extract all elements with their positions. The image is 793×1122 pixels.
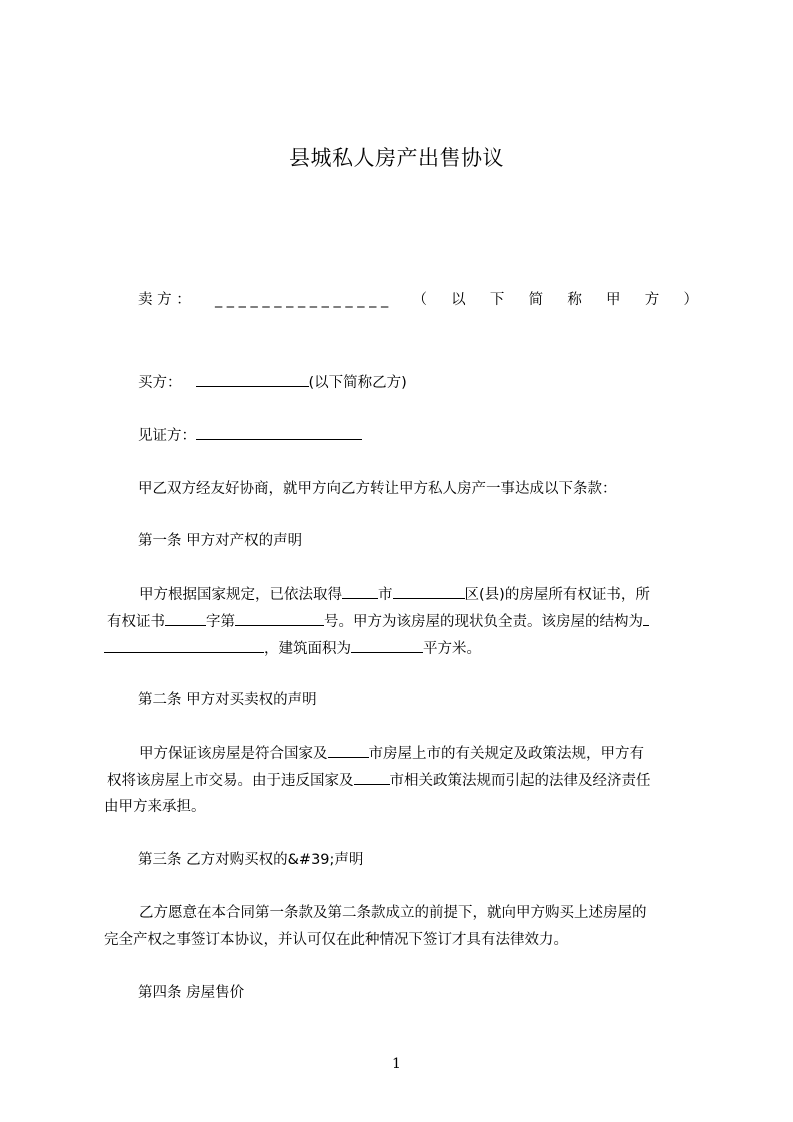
seller-suffix-5: 甲 xyxy=(606,292,621,308)
cert-prefix-blank xyxy=(165,611,206,626)
intro-text: 甲乙双方经友好协商，就甲方向乙方转让甲方私人房产一事达成以下条款： xyxy=(138,481,617,497)
seller-suffix-7: ） xyxy=(683,292,698,308)
article3-line2: 完全产权之事签订本协议，并认可仅在此种情况下签订才具有法律效力。 xyxy=(104,932,568,948)
buyer-blank xyxy=(196,372,309,387)
buyer-label: 买方： xyxy=(138,375,182,391)
city-blank-3 xyxy=(354,770,390,785)
article1-line1 xyxy=(139,584,650,605)
article2-line2 xyxy=(107,770,651,791)
seller-label: 卖 方 ： xyxy=(138,292,191,308)
buyer-line xyxy=(138,372,407,393)
witness-line xyxy=(138,425,362,446)
witness-blank xyxy=(196,425,362,440)
witness-label: 见证方： xyxy=(138,428,196,444)
article1-line2-a: 有权证书 xyxy=(107,614,165,630)
article3-heading: 第三条 乙方对购买权的&#39;声明 xyxy=(138,852,364,868)
seller-suffix-2: 下 xyxy=(489,292,505,308)
article2-line1 xyxy=(139,743,644,764)
article1-line2-b: 字第 xyxy=(206,614,235,630)
article1-line2 xyxy=(107,611,649,632)
article1-heading: 第一条 甲方对产权的声明 xyxy=(138,533,303,549)
structure-blank xyxy=(104,638,264,653)
article1-line1-a: 甲方根据国家规定，已依法取得 xyxy=(139,587,342,603)
city-blank xyxy=(342,584,378,599)
seller-line xyxy=(138,290,698,310)
article3-line1: 乙方愿意在本合同第一条款及第二条款成立的前提下，就向甲方购买上述房屋的 xyxy=(139,905,647,921)
article1-line2-c: 号。甲方为该房屋的现状负全责。该房屋的结构为 xyxy=(324,614,643,630)
article2-heading: 第二条 甲方对买卖权的声明 xyxy=(138,692,317,708)
article2-line3: 由甲方来承担。 xyxy=(104,799,206,815)
seller-blank: _ _ _ _ _ _ _ _ _ _ _ _ _ _ _ xyxy=(214,292,389,308)
area-blank xyxy=(351,638,423,653)
document-title: 县城私人房产出售协议 xyxy=(289,146,504,170)
article1-line3 xyxy=(104,638,481,659)
article2-line1-b: 市房屋上市的有关规定及政策法规，甲方有 xyxy=(368,746,644,762)
buyer-suffix: (以下简称乙方) xyxy=(308,375,407,391)
seller-suffix-6: 方 xyxy=(644,292,660,308)
article1-line1-c: 区(县)的房屋所有权证书，所 xyxy=(464,587,650,603)
article1-line3-a: ，建筑面积为 xyxy=(264,641,351,657)
seller-suffix-0: （ xyxy=(412,292,427,308)
page-number: 1 xyxy=(392,1056,401,1072)
article2-line2-b: 市相关政策法规而引起的法律及经济责任 xyxy=(389,773,651,789)
article1-line3-b: 平方米。 xyxy=(423,641,481,657)
article4-heading: 第四条 房屋售价 xyxy=(138,985,245,1001)
district-blank xyxy=(393,584,465,599)
structure-blank-tail xyxy=(643,611,649,626)
cert-number-blank xyxy=(235,611,324,626)
seller-suffix-4: 称 xyxy=(567,292,582,308)
city-blank-2 xyxy=(328,743,369,758)
article2-line1-a: 甲方保证该房屋是符合国家及 xyxy=(139,746,328,762)
article2-line2-a: 权将该房屋上市交易。由于违反国家及 xyxy=(107,773,354,789)
article1-line1-b: 市 xyxy=(378,587,393,603)
seller-suffix-3: 简 xyxy=(528,292,544,308)
seller-suffix-1: 以 xyxy=(451,292,466,308)
